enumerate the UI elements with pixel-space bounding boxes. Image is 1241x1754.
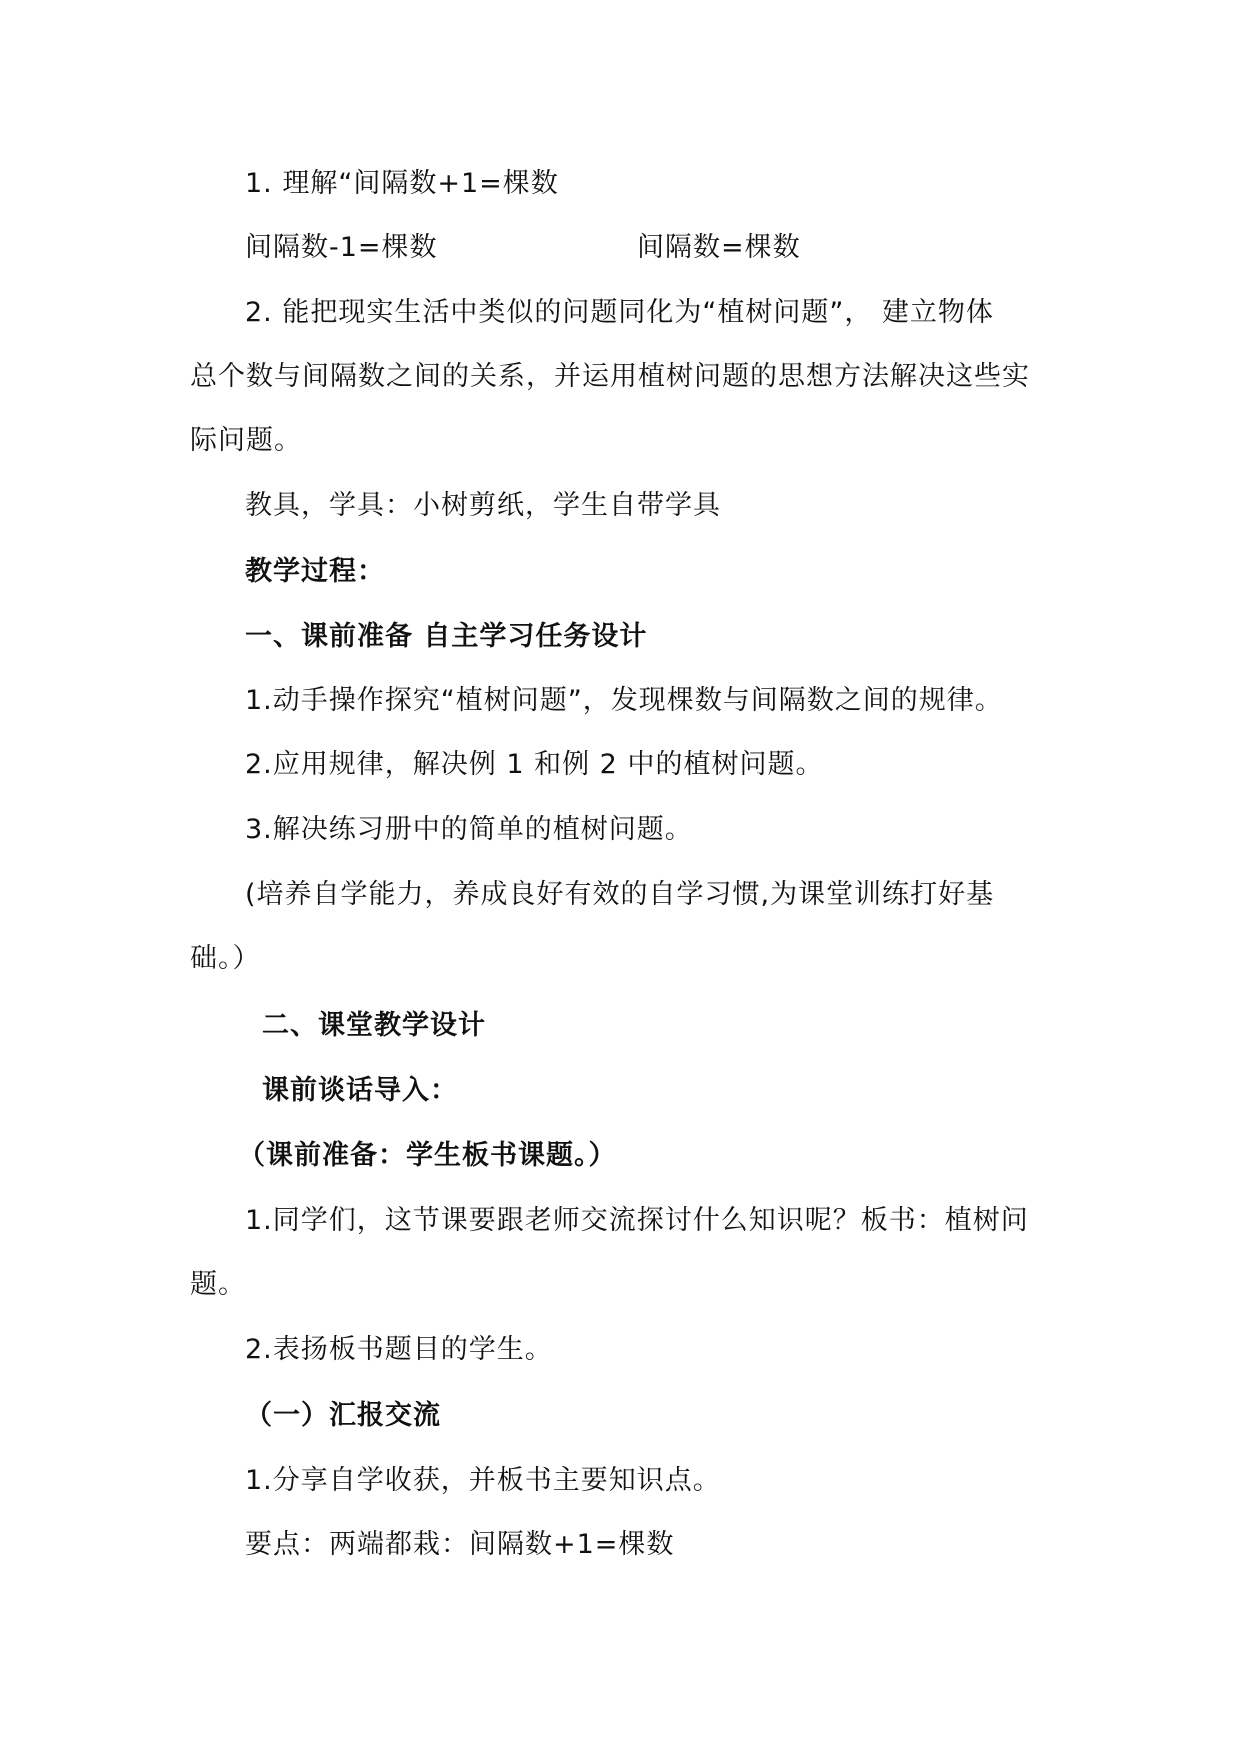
subsection-1-heading: （一）汇报交流 (245, 1400, 441, 1431)
purpose-note-line-2: 础。） (190, 943, 261, 974)
task-2-line: 2.应用规律，解决例 1 和例 2 中的植树问题。 (245, 749, 824, 780)
purpose-note-line-1: (培养自学能力，养成良好有效的自学习惯,为课堂训练打好基 (245, 879, 995, 910)
formula-interval-equal: 间隔数=棵数 (637, 232, 801, 263)
step-1-line-2: 题。 (190, 1269, 246, 1300)
task-3-line: 3.解决练习册中的简单的植树问题。 (245, 814, 693, 845)
step-2-line: 2.表扬板书题目的学生。 (245, 1334, 553, 1365)
share-harvest-line: 1.分享自学收获，并板书主要知识点。 (245, 1465, 721, 1496)
key-point-line: 要点：两端都栽：间隔数+1=棵数 (245, 1529, 675, 1560)
intro-talk-heading: 课前谈话导入： (262, 1075, 458, 1106)
objective-1-line: 1. 理解“间隔数+1=棵数 (245, 168, 559, 199)
section-2-heading: 二、课堂教学设计 (262, 1010, 486, 1041)
objective-2-line-3: 际问题。 (190, 425, 302, 456)
task-1-line: 1.动手操作探究“植树问题”，发现棵数与间隔数之间的规律。 (245, 685, 1003, 716)
teaching-process-heading: 教学过程： (245, 556, 385, 587)
objective-2-line-2: 总个数与间隔数之间的关系，并运用植树问题的思想方法解决这些实 (190, 361, 1030, 392)
formula-interval-minus-one: 间隔数-1=棵数 (245, 232, 438, 263)
section-1-heading: 一、课前准备 自主学习任务设计 (245, 621, 648, 652)
pre-class-prep-note: （课前准备：学生板书课题。） (238, 1140, 617, 1171)
objective-2-line-1: 2. 能把现实生活中类似的问题同化为“植树问题”， 建立物体 (245, 297, 994, 328)
teaching-aids-line: 教具，学具：小树剪纸，学生自带学具 (245, 490, 721, 521)
step-1-line-1: 1.同学们，这节课要跟老师交流探讨什么知识呢？板书：植树问 (245, 1205, 1029, 1236)
